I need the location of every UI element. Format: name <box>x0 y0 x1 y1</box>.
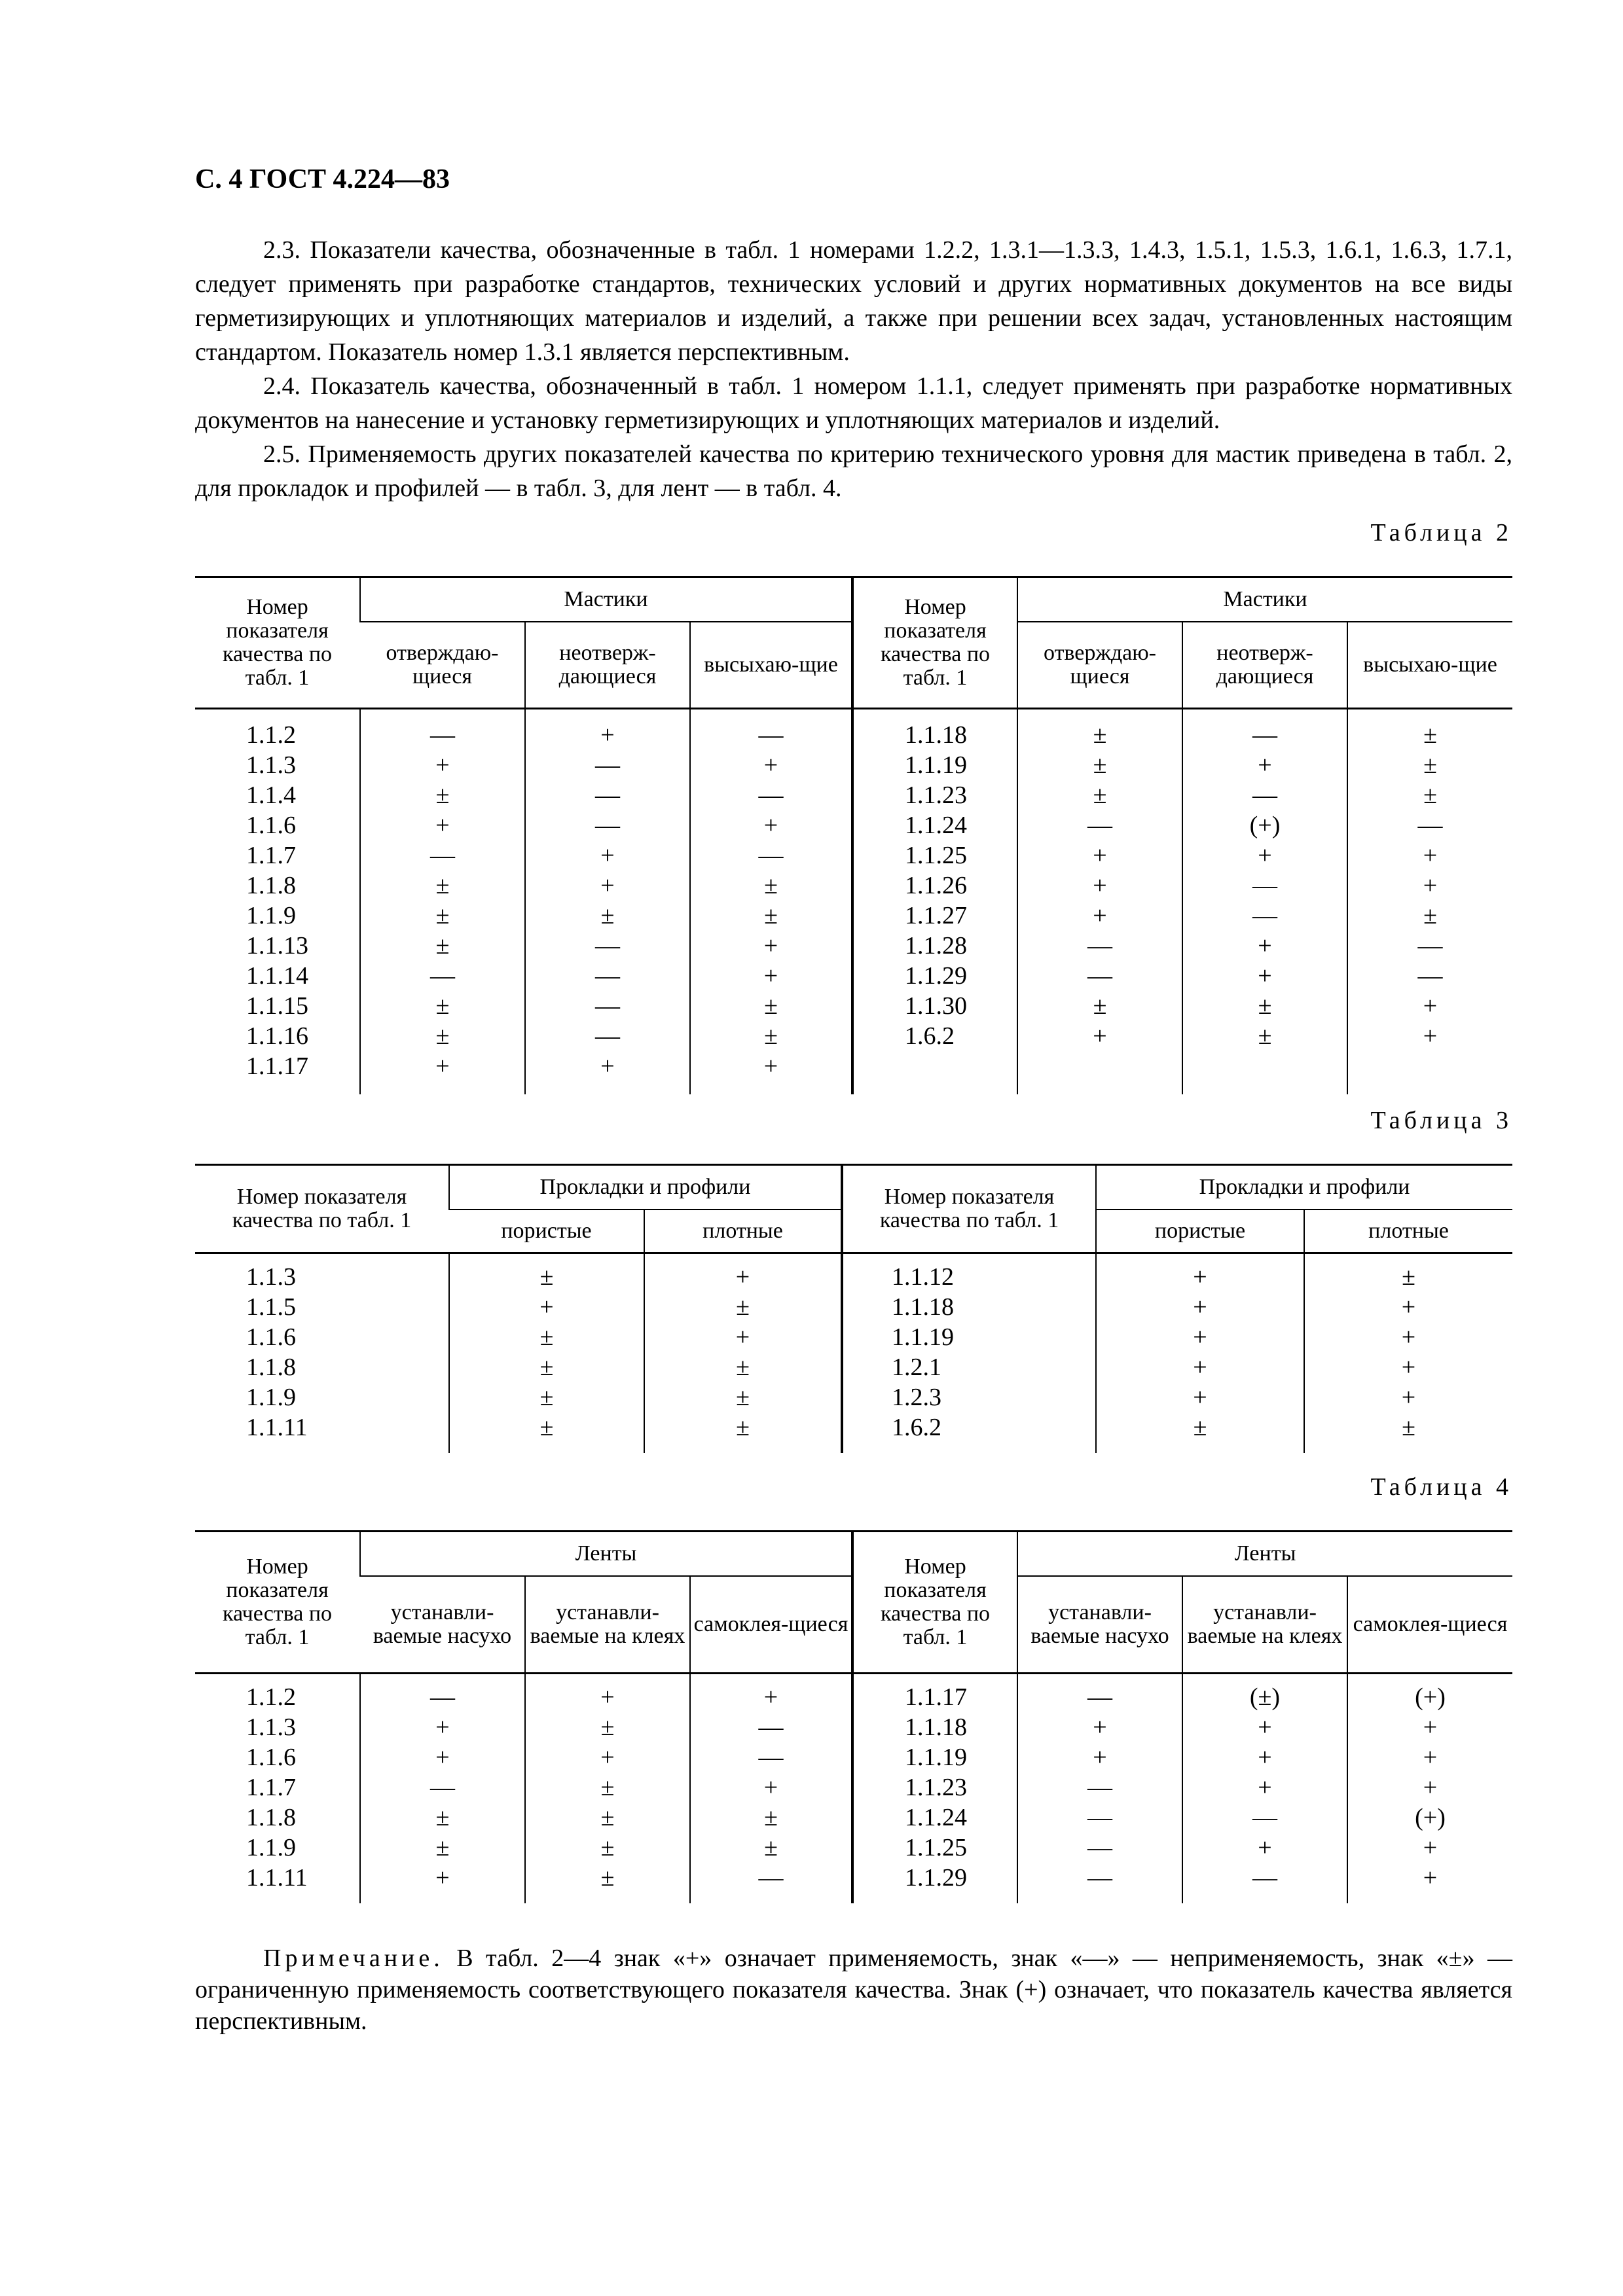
table3-num-header-right: Номер показателя качества по табл. 1 <box>842 1165 1096 1253</box>
table-cell-value: ± <box>435 1834 450 1861</box>
table-cell-value: 1.1.19 <box>905 751 967 779</box>
table-cell-value: ± <box>600 1774 615 1801</box>
table-cell-value: 1.1.11 <box>246 1414 308 1441</box>
table3-num-header-left: Номер показателя качества по табл. 1 <box>195 1165 449 1253</box>
table2-num-header-left: Номер показателя качества по табл. 1 <box>195 577 360 709</box>
table-cell-value: 1.1.4 <box>246 781 296 809</box>
table3-left-col <box>644 1253 842 1454</box>
table4-left-nums <box>195 1674 360 1904</box>
table2-left-col <box>525 709 690 1095</box>
table-cell-value: ± <box>1258 992 1272 1020</box>
table-cell-value: — <box>758 1864 784 1892</box>
table-cell-value: + <box>1193 1293 1207 1321</box>
table-cell-value: + <box>763 1052 778 1080</box>
table-cell-value: + <box>1423 1864 1438 1892</box>
table-cell-value: + <box>1423 1713 1438 1741</box>
table-cell-value: ± <box>1423 902 1437 929</box>
table-cell-value: — <box>1417 812 1443 839</box>
table-cell-value: 1.1.15 <box>246 992 308 1020</box>
table-cell-value: ± <box>600 902 615 929</box>
table-cell-value: + <box>1093 842 1107 869</box>
table-cell-value: ± <box>764 872 778 899</box>
table-cell-value: ± <box>764 902 778 929</box>
note-text: В табл. 2—4 знак «+» означает применяемость, знак «—» — неприменяемость, знак «±» — ограниченную применяемость соответствующего показателя качества. Знак (+) означает, что показатель качества является перспективным. <box>195 1945 1512 2035</box>
table-cell-value: + <box>600 721 615 749</box>
table-cell-value: ± <box>435 992 450 1020</box>
table-cell-value: + <box>1258 842 1272 869</box>
table-cell-value: + <box>1423 1774 1438 1801</box>
table-cell-value: + <box>1423 992 1438 1020</box>
table-cell-value: (+) <box>1415 1804 1446 1831</box>
table-cell-value: 1.1.3 <box>246 1713 296 1741</box>
table-cell-value: 1.1.23 <box>905 1774 967 1801</box>
table-cell-value: + <box>435 1052 450 1080</box>
table-cell-value: ± <box>764 1804 778 1831</box>
table-cell-value: 1.1.6 <box>246 1744 296 1771</box>
table-cell-value: ± <box>435 1022 450 1050</box>
table-cell-value: ± <box>764 1022 778 1050</box>
table-cell-value: ± <box>539 1354 554 1381</box>
table-cell-value: ± <box>1093 781 1107 809</box>
footnote <box>195 1943 1512 2037</box>
table-cell-value: 1.1.11 <box>246 1864 308 1892</box>
table-cell-value: + <box>600 1744 615 1771</box>
table-cell-value: 1.1.28 <box>905 932 967 960</box>
table4-left-col <box>690 1674 852 1904</box>
document-page <box>195 164 1512 2062</box>
table-cell-value: ± <box>600 1834 615 1861</box>
table-cell-value: ± <box>764 992 778 1020</box>
table-cell-value: 1.1.9 <box>246 1834 296 1861</box>
table-cell-value: + <box>600 1052 615 1080</box>
table-cell-value: ± <box>764 1834 778 1861</box>
table-cell-value: + <box>763 932 778 960</box>
table-cell-value: — <box>595 781 620 809</box>
table-cell-value: + <box>1258 1774 1272 1801</box>
table-cell-value: 1.1.29 <box>905 1864 967 1892</box>
table-cell-value: 1.1.2 <box>246 1683 296 1711</box>
paragraph-2-3: 2.3. Показатели качества, обозначенные в табл. 1 номерами 1.2.2, 1.3.1—1.3.3, 1.4.3, 1.5.1, 1.5.3, 1.6.1, 1.6.3, 1.7.1, следует применять при разработке стандартов, технических условий и других нормативных документов на все виды герметизирующих и уплотняющих материалов и изделий, а также при решении всех задач, установленных настоящим стандартом. Показатель номер 1.3.1 является перспективным. <box>195 236 1512 366</box>
table-cell-value: 1.1.8 <box>246 1804 296 1831</box>
table2-right-col <box>1347 709 1512 1095</box>
table-cell-value: — <box>758 781 784 809</box>
table-cell-value: — <box>1087 1774 1112 1801</box>
table-cell-value: + <box>1258 932 1272 960</box>
table-cell-value: ± <box>435 932 450 960</box>
table-cell-value: + <box>435 1744 450 1771</box>
table3-col-header: пористые <box>449 1210 644 1253</box>
table-cell-value: — <box>1087 1834 1112 1861</box>
table4-right-nums <box>852 1674 1017 1904</box>
table-cell-value: 1.1.9 <box>246 902 296 929</box>
table-cell-value: + <box>1093 872 1107 899</box>
table-cell-value: ± <box>1423 751 1437 779</box>
table-cell-value: ± <box>539 1414 554 1441</box>
table-cell-value: 1.1.6 <box>246 812 296 839</box>
table-cell-value: — <box>1252 721 1277 749</box>
table-cell-value: 1.1.13 <box>246 932 308 960</box>
table-cell-value: 1.1.24 <box>905 812 967 839</box>
table-cell-value: 1.2.1 <box>892 1354 942 1381</box>
table2-right-nums <box>852 709 1017 1095</box>
table-cell-value: 1.1.12 <box>892 1263 955 1291</box>
table-cell-value: ± <box>1093 992 1107 1020</box>
table-cell-value: + <box>1193 1323 1207 1351</box>
table-cell-value: ± <box>736 1414 750 1441</box>
table-cell-value: + <box>763 1774 778 1801</box>
table-cell-value: — <box>758 1744 784 1771</box>
table-cell-value: + <box>1193 1354 1207 1381</box>
table4-num-header-left: Номер показателя качества по табл. 1 <box>195 1532 360 1674</box>
table-cell-value: + <box>763 1683 778 1711</box>
paragraph-2-5: 2.5. Применяемость других показателей качества по критерию технического уровня для мастик приведена в табл. 2, для прокладок и профилей — в табл. 3, для лент — в табл. 4. <box>195 440 1512 502</box>
table-cell-value: 1.1.3 <box>246 1263 296 1291</box>
table4-num-header-right: Номер показателя качества по табл. 1 <box>852 1532 1017 1674</box>
table-cell-value: + <box>435 812 450 839</box>
table-cell-value: — <box>1252 902 1277 929</box>
table-cell-value: 1.1.7 <box>246 842 296 869</box>
table3-col-header: пористые <box>1096 1210 1304 1253</box>
table-cell-value: + <box>735 1263 750 1291</box>
table-cell-value: — <box>430 721 455 749</box>
table-cell-value: 1.1.7 <box>246 1774 296 1801</box>
table-cell-value: + <box>1258 751 1272 779</box>
table-cell-value: — <box>1087 962 1112 990</box>
table-cell-value: + <box>1258 1834 1272 1861</box>
table-cell-value: — <box>1252 872 1277 899</box>
table2-col-header: неотверж-дающиеся <box>525 622 690 709</box>
table-cell-value: ± <box>539 1384 554 1411</box>
table-cell-value: 1.1.23 <box>905 781 967 809</box>
table-cell-value: ± <box>435 781 450 809</box>
table2-col-header: высыхаю-щие <box>690 622 852 709</box>
table2-right-col <box>1017 709 1182 1095</box>
table-cell-value: + <box>600 872 615 899</box>
table-cell-value: + <box>435 1713 450 1741</box>
table-cell-value: — <box>1252 1804 1277 1831</box>
table4-right-col <box>1017 1674 1182 1904</box>
table-cell-value: + <box>1401 1354 1416 1381</box>
table-cell-value: (+) <box>1415 1683 1446 1711</box>
table4-col-header: устанавли-ваемые насухо <box>360 1576 525 1674</box>
table-cell-value: ± <box>1423 721 1437 749</box>
table4-caption: Таблица 4 <box>1370 1473 1512 1501</box>
table-cell-value: + <box>1258 1713 1272 1741</box>
table-cell-value: — <box>1417 932 1443 960</box>
table-cell-value: — <box>430 1683 455 1711</box>
table-cell-value: — <box>595 932 620 960</box>
table-cell-value: + <box>1093 902 1107 929</box>
page-header: С. 4 ГОСТ 4.224—83 <box>195 164 450 194</box>
table-cell-value: — <box>595 812 620 839</box>
table3-left-col <box>449 1253 644 1454</box>
table-cell-value: + <box>1193 1384 1207 1411</box>
table2-caption: Таблица 2 <box>1370 519 1512 547</box>
table3-right-col <box>1096 1253 1304 1454</box>
table-cell-value: ± <box>435 1804 450 1831</box>
table3 <box>195 1164 1512 1453</box>
table-cell-value: 1.1.8 <box>246 872 296 899</box>
table2-left-col <box>690 709 852 1095</box>
table-cell-value: (+) <box>1249 812 1281 839</box>
table-cell-value: 1.1.18 <box>892 1293 955 1321</box>
table4-col-header: устанавли-ваемые насухо <box>1017 1576 1182 1674</box>
table3-group-header-right: Прокладки и профили <box>1096 1165 1512 1210</box>
table-cell-value: 1.1.17 <box>246 1052 308 1080</box>
table-cell-value: 1.1.19 <box>905 1744 967 1771</box>
note-label: Примечание. <box>263 1945 444 1972</box>
table-cell-value: + <box>1423 1022 1438 1050</box>
table4-col-header: самоклея-щиеся <box>690 1576 852 1674</box>
table-cell-value: ± <box>736 1354 750 1381</box>
table-cell-value: 1.1.25 <box>905 1834 967 1861</box>
table-cell-value: 1.1.5 <box>246 1293 296 1321</box>
table-cell-value: 1.1.17 <box>905 1683 967 1711</box>
table2 <box>195 576 1512 1094</box>
table4-left-col <box>525 1674 690 1904</box>
table2-group-header-left: Мастики <box>360 577 852 622</box>
table4-col-header: устанавли-ваемые на клеях <box>1182 1576 1347 1674</box>
table-cell-value: 1.6.2 <box>905 1022 955 1050</box>
table3-caption: Таблица 3 <box>1370 1107 1512 1134</box>
table2-left-col <box>360 709 525 1095</box>
table-cell-value: + <box>735 1323 750 1351</box>
table-cell-value: — <box>1417 962 1443 990</box>
table-cell-value: — <box>595 962 620 990</box>
table-cell-value: — <box>595 751 620 779</box>
table3-col-header: плотные <box>1304 1210 1512 1253</box>
table-cell-value: ± <box>1193 1414 1207 1441</box>
table-cell-value: 1.1.25 <box>905 842 967 869</box>
table-cell-value: + <box>763 812 778 839</box>
table-cell-value: 1.1.3 <box>246 751 296 779</box>
table-cell-value: ± <box>736 1293 750 1321</box>
table-cell-value: 1.1.6 <box>246 1323 296 1351</box>
table3-group-header-left: Прокладки и профили <box>449 1165 842 1210</box>
table2-col-header: высыхаю-щие <box>1347 622 1512 709</box>
table3-right-nums <box>842 1253 1096 1454</box>
table-cell-value: + <box>1423 872 1438 899</box>
table-cell-value: 1.1.29 <box>905 962 967 990</box>
table-cell-value: 1.1.2 <box>246 721 296 749</box>
table-cell-value: + <box>1258 1744 1272 1771</box>
table-cell-value: 1.1.9 <box>246 1384 296 1411</box>
table-cell-value: — <box>1087 812 1112 839</box>
table-cell-value: — <box>430 962 455 990</box>
table4-right-col <box>1182 1674 1347 1904</box>
table-cell-value: 1.1.18 <box>905 721 967 749</box>
paragraph-2-4: 2.4. Показатель качества, обозначенный в табл. 1 номером 1.1.1, следует применять при разработке нормативных документов на нанесение и установку герметизирующих и уплотняющих материалов и изделий. <box>195 372 1512 434</box>
table-cell-value: + <box>1401 1323 1416 1351</box>
table-cell-value: + <box>600 1683 615 1711</box>
table-cell-value: ± <box>435 872 450 899</box>
table4-group-header-right: Ленты <box>1017 1532 1512 1577</box>
table-cell-value: ± <box>1258 1022 1272 1050</box>
table-cell-value: + <box>1423 1834 1438 1861</box>
table-cell-value: + <box>435 1864 450 1892</box>
table-cell-value: 1.1.24 <box>905 1804 967 1831</box>
table-cell-value: — <box>1252 781 1277 809</box>
table-cell-value: ± <box>435 902 450 929</box>
table-cell-value: — <box>430 842 455 869</box>
table2-col-header: неотверж-дающиеся <box>1182 622 1347 709</box>
table-cell-value: 1.1.27 <box>905 902 967 929</box>
table-cell-value: + <box>1093 1713 1107 1741</box>
table-cell-value: 1.2.3 <box>892 1384 942 1411</box>
table2-col-header: отверждаю-щиеся <box>1017 622 1182 709</box>
table4-col-header: самоклея-щиеся <box>1347 1576 1512 1674</box>
table4 <box>195 1530 1512 1903</box>
table2-right-col <box>1182 709 1347 1095</box>
table-cell-value: 1.1.16 <box>246 1022 308 1050</box>
table-cell-value: ± <box>539 1263 554 1291</box>
table-cell-value: + <box>1258 962 1272 990</box>
table3-col-header: плотные <box>644 1210 842 1253</box>
table-cell-value: + <box>1401 1384 1416 1411</box>
table-cell-value: + <box>539 1293 554 1321</box>
table-cell-value: ± <box>1402 1414 1415 1441</box>
table-cell-value: + <box>1423 1744 1438 1771</box>
table-cell-value: 1.6.2 <box>892 1414 942 1441</box>
table-cell-value: ± <box>539 1323 554 1351</box>
table-cell-value: ± <box>1402 1263 1415 1291</box>
table-cell-value: ± <box>1423 781 1437 809</box>
table-cell-value: + <box>1423 842 1438 869</box>
table-cell-value: — <box>1087 1804 1112 1831</box>
table-cell-value: ± <box>600 1864 615 1892</box>
table-cell-value: 1.1.26 <box>905 872 967 899</box>
table-cell-value: 1.1.8 <box>246 1354 296 1381</box>
table2-col-header: отверждаю-щиеся <box>360 622 525 709</box>
table-cell-value: ± <box>600 1804 615 1831</box>
table-cell-value: — <box>1087 1864 1112 1892</box>
table-cell-value: — <box>1087 1683 1112 1711</box>
table-cell-value: + <box>435 751 450 779</box>
table-cell-value: + <box>1093 1022 1107 1050</box>
table-cell-value: + <box>1093 1744 1107 1771</box>
table-cell-value: + <box>1193 1263 1207 1291</box>
table-cell-value: (±) <box>1249 1683 1281 1711</box>
table4-group-header-left: Ленты <box>360 1532 852 1577</box>
table-cell-value: 1.1.30 <box>905 992 967 1020</box>
table-cell-value: ± <box>1093 751 1107 779</box>
table2-num-header-right: Номер показателя качества по табл. 1 <box>852 577 1017 709</box>
table-cell-value: ± <box>1093 721 1107 749</box>
table-cell-value: 1.1.19 <box>892 1323 955 1351</box>
table-cell-value: ± <box>736 1384 750 1411</box>
table2-group-header-right: Мастики <box>1017 577 1512 622</box>
table-cell-value: — <box>595 1022 620 1050</box>
table2-left-nums <box>195 709 360 1095</box>
table-cell-value: 1.1.18 <box>905 1713 967 1741</box>
table-cell-value: — <box>430 1774 455 1801</box>
table-cell-value: + <box>600 842 615 869</box>
table-cell-value: — <box>758 842 784 869</box>
table4-left-col <box>360 1674 525 1904</box>
table-cell-value: + <box>763 751 778 779</box>
table-cell-value: ± <box>600 1713 615 1741</box>
table3-left-nums <box>195 1253 449 1454</box>
table3-right-col <box>1304 1253 1512 1454</box>
table-cell-value: — <box>595 992 620 1020</box>
table-cell-value: — <box>1252 1864 1277 1892</box>
table-cell-value: — <box>758 1713 784 1741</box>
table4-right-col <box>1347 1674 1512 1904</box>
table-cell-value: + <box>1401 1293 1416 1321</box>
table-cell-value: — <box>758 721 784 749</box>
table-cell-value: + <box>763 962 778 990</box>
table4-col-header: устанавли-ваемые на клеях <box>525 1576 690 1674</box>
table-cell-value: 1.1.14 <box>246 962 308 990</box>
table-cell-value: — <box>1087 932 1112 960</box>
